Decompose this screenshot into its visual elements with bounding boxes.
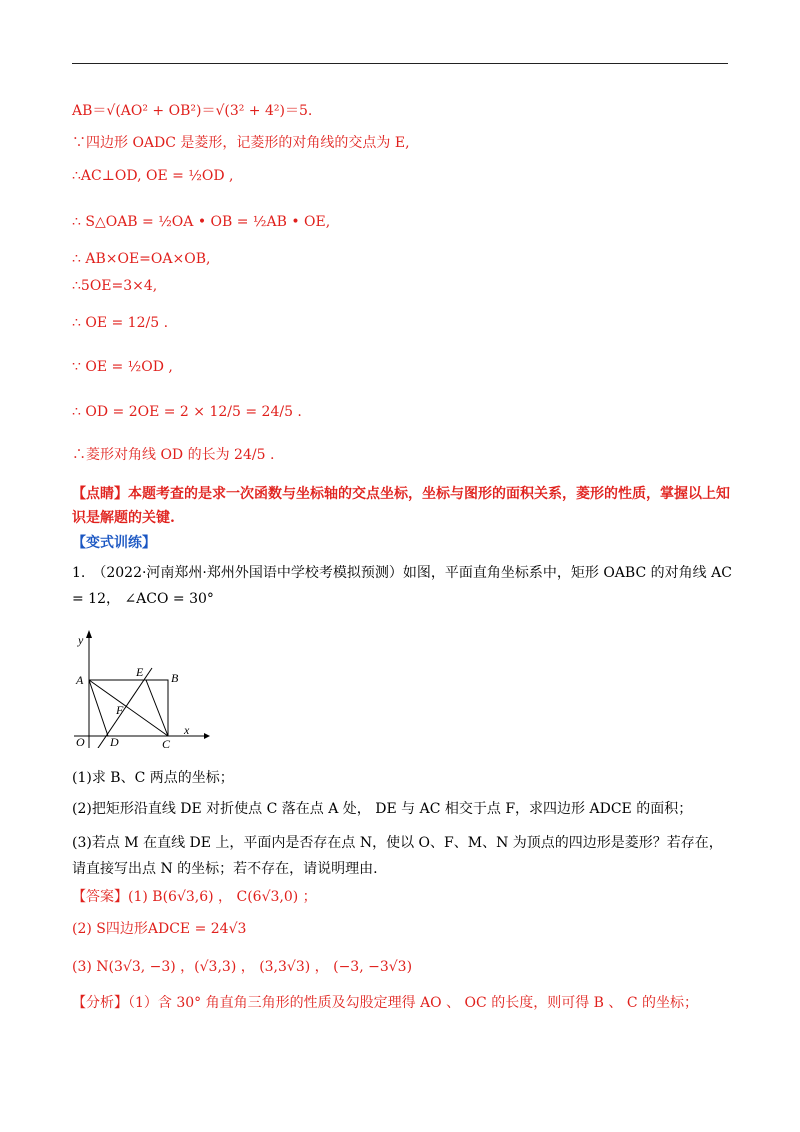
label-c: C (162, 737, 171, 748)
problem-text: 1. （2022·河南郑州·郑州外国语中学校考模拟预测）如图，平面直角坐标系中，矩形 OABC 的对角线 AC = 12， ∠ACO = 30° (72, 565, 732, 607)
answer-1: 【答案】(1) B(6√3,6) ， C(6√3,0) ； (72, 889, 317, 905)
label-e: E (136, 665, 144, 679)
solution-line-6: ∴5OE=3×4, (72, 278, 158, 294)
answer-2: (2) S四边形ADCE = 24√3 (72, 921, 247, 937)
solution-line-1: AB＝√(AO² + OB²)＝√(3² + 4²)＝5. (72, 103, 313, 119)
label-y: y (78, 633, 84, 647)
solution-line-4: ∴ S△OAB = ½OA • OB = ½AB • OE, (72, 214, 331, 230)
solution-line-3: ∴AC⊥OD, OE = ½OD , (72, 168, 234, 184)
answer-3: (3) N(3√3, −3) ，(√3,3) ， (3,3√3) ， (−3, −3√3) (72, 959, 413, 975)
header-rule (72, 63, 728, 64)
solution-line-8: ∵ OE = ½OD , (72, 359, 173, 375)
label-f: F (116, 703, 124, 717)
question-2: (2)把矩形沿直线 DE 对折使点 C 落在点 A 处， DE 与 AC 相交于点 F，求四边形 ADCE 的面积； (72, 801, 693, 817)
analysis-line: 【分析】（1）含 30° 角直角三角形的性质及勾股定理得 AO 、 OC 的长度，则可得 B 、 C 的坐标； (72, 995, 698, 1011)
segment-ad (89, 680, 108, 736)
y-axis-arrow (86, 630, 92, 638)
solution-line-2: ∵四边形 OADC 是菱形，记菱形的对角线的交点为 E, (72, 135, 410, 151)
diagonal-ac (89, 680, 168, 736)
solution-line-5: ∴ AB×OE=OA×OB, (72, 251, 211, 267)
variant-title: 【变式训练】 (72, 535, 156, 551)
label-o: O (76, 735, 85, 748)
comment-paragraph: 【点睛】本题考查的是求一次函数与坐标轴的交点坐标，坐标与图形的面积关系，菱形的性质，掌握以上知识是解题的关键. (72, 486, 730, 526)
geometry-figure (72, 628, 212, 748)
x-axis-arrow (204, 733, 210, 739)
solution-line-10: ∴菱形对角线 OD 的长为 24/5 . (72, 447, 275, 463)
label-x: x (184, 723, 190, 737)
label-b: B (171, 671, 179, 685)
question-1: (1)求 B、C 两点的坐标； (72, 770, 234, 786)
question-3: (3)若点 M 在直线 DE 上，平面内是否存在点 N，使以 O、F、M、N 为顶点的四边形是菱形？若存在，请直接写出点 N 的坐标；若不存在，请说明理由. (72, 835, 723, 877)
solution-line-7: ∴ OE = 12/5 . (72, 315, 169, 331)
label-a: A (76, 673, 84, 687)
solution-line-9: ∴ OD = 2OE = 2 × 12/5 = 24/5 . (72, 404, 302, 420)
label-d: D (110, 735, 119, 748)
